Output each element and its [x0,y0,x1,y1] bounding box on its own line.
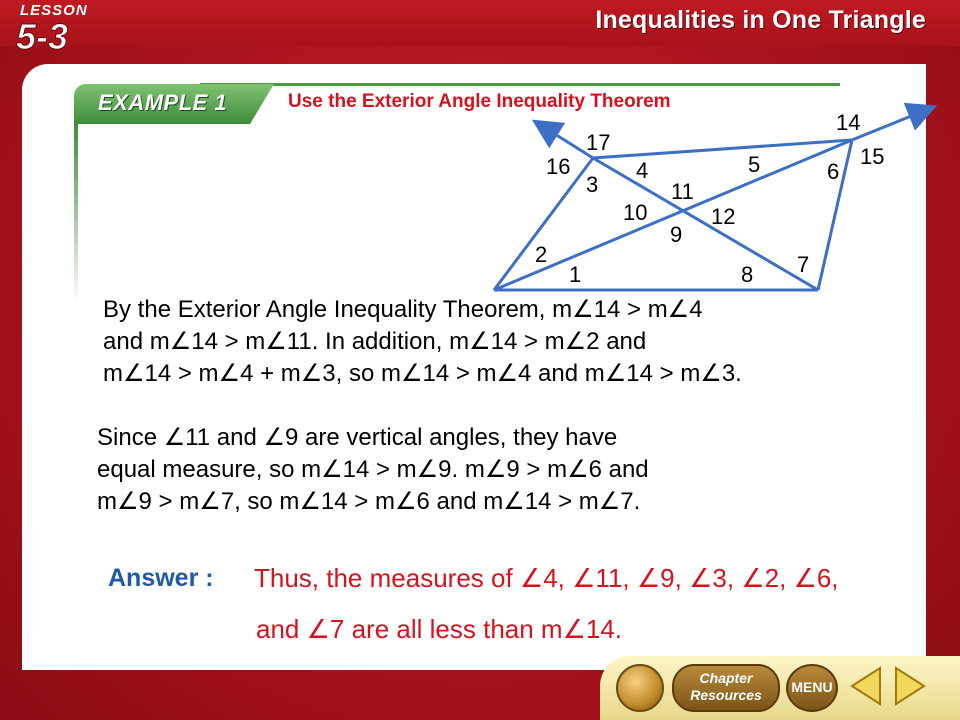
chapter-resources-line1: Chapter [699,670,753,686]
lesson-word: LESSON [20,2,88,19]
page-title: Inequalities in One Triangle [595,6,926,34]
answer-label: Answer : [108,564,214,592]
angle-label: 15 [860,144,885,169]
paragraph-line: m∠9 > m∠7, so m∠14 > m∠6 and m∠14 > m∠7. [97,488,641,515]
example-divider [200,83,840,86]
angle-label: 4 [636,158,649,183]
menu-label: MENU [791,679,833,695]
example-title: Use the Exterior Angle Inequality Theorem [288,91,671,112]
angle-label: 16 [546,154,571,179]
example-label: EXAMPLE 1 [98,90,228,115]
globe-icon[interactable] [616,664,664,712]
paragraph-line: By the Exterior Angle Inequality Theorem, m∠14 > m∠4 [103,296,703,323]
answer-line-1: Thus, the measures of ∠4, ∠11, ∠9, ∠3, ∠2, ∠6, [254,563,839,593]
angle-label: 2 [535,242,548,267]
chapter-resources-label [674,670,778,704]
diagram-right-ray [852,110,926,140]
lesson-badge [6,0,90,62]
example-side-rule [74,123,78,303]
lesson-number: 5-3 [16,16,69,57]
arrow-right-icon[interactable] [890,664,930,708]
answer-line-2: and ∠7 are all less than m∠14. [256,614,623,644]
paragraph-line: and m∠14 > m∠11. In addition, m∠14 > m∠2 and [103,328,647,355]
angle-label: 8 [741,262,754,287]
angle-label: 7 [797,252,810,277]
paragraph-line: equal measure, so m∠14 > m∠9. m∠9 > m∠6 and [97,456,649,483]
paragraph-line: Since ∠11 and ∠9 are vertical angles, they have [97,424,618,451]
menu-button[interactable] [786,664,838,712]
angle-label: 1 [569,262,582,287]
angle-label: 9 [670,222,683,247]
chapter-resources-line2: Resources [690,687,762,703]
arrow-left-icon[interactable] [846,664,886,708]
angle-label: 17 [586,130,611,155]
explanation-paragraph-1 [103,294,943,390]
angle-label: 14 [836,110,861,135]
explanation-paragraph-2 [97,422,857,518]
chapter-resources-button[interactable] [672,664,780,712]
triangle-diagram [480,100,950,300]
angle-label: 5 [748,152,761,177]
paragraph-line: m∠14 > m∠4 + m∠3, so m∠14 > m∠4 and m∠14 > m∠3. [103,360,742,387]
angle-label: 11 [671,179,694,204]
angle-label: 3 [586,172,599,197]
angle-label: 10 [623,200,648,225]
angle-label: 6 [827,159,840,184]
angle-label: 12 [711,204,736,229]
